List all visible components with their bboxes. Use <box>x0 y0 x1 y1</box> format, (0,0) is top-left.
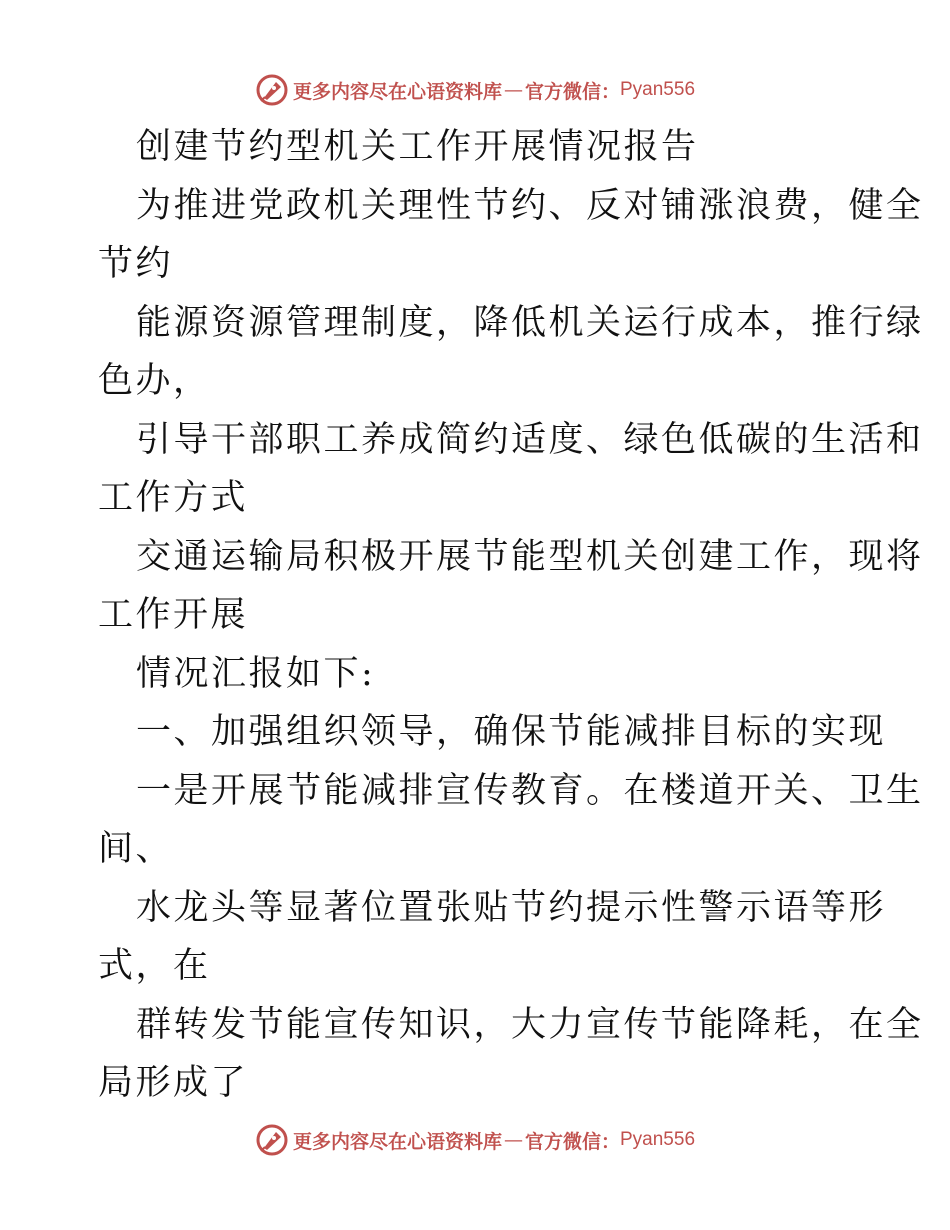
header-watermark <box>0 70 950 110</box>
text-line: 一是开展节能减排宣传教育。在楼道开关、卫生 <box>136 770 924 811</box>
text-line: 工作开展 <box>98 595 249 635</box>
document-body <box>98 118 924 1113</box>
watermark-site-text: 更多内容尽在心语资料库 <box>292 1130 502 1153</box>
watermark-site-text: 更多内容尽在心语资料库 <box>292 80 502 103</box>
text-line: 间、 <box>98 829 174 869</box>
text-line: 节约 <box>98 244 174 284</box>
footer-watermark <box>0 1120 950 1160</box>
watermark-wechat-label: 官方微信： <box>524 1130 620 1153</box>
text-line: 水龙头等显著位置张贴节约提示性警示语等形 <box>136 887 887 928</box>
section-heading: 一、加强组织领导，确保节能减排目标的实现 <box>136 712 887 752</box>
text-line: 引导干部职工养成简约适度、绿色低碳的生活和 <box>136 419 924 460</box>
document-title: 创建节约型机关工作开展情况报告 <box>136 127 699 167</box>
text-line: 工作方式 <box>98 478 249 518</box>
text-line: 为推进党政机关理性节约、反对铺涨浪费，健全 <box>136 185 924 226</box>
watermark-dash: — <box>503 79 523 101</box>
pen-nib-logo-icon <box>255 1123 289 1157</box>
text-line: 局形成了 <box>98 1063 249 1103</box>
pen-nib-logo-icon <box>255 73 289 107</box>
text-line: 群转发节能宣传知识，大力宣传节能降耗，在全 <box>136 1004 924 1045</box>
text-line: 式，在 <box>98 946 211 986</box>
text-line: 能源资源管理制度，降低机关运行成本，推行绿 <box>136 302 924 343</box>
text-line: 交通运输局积极开展节能型机关创建工作，现将 <box>136 536 924 577</box>
watermark-dash: — <box>503 1129 523 1151</box>
watermark-wechat-label: 官方微信： <box>524 80 620 103</box>
text-line: 色办， <box>98 361 211 401</box>
watermark-wechat-id: Pyan556 <box>620 1129 696 1150</box>
text-line: 情况汇报如下: <box>136 653 376 694</box>
watermark-wechat-id: Pyan556 <box>620 79 696 100</box>
